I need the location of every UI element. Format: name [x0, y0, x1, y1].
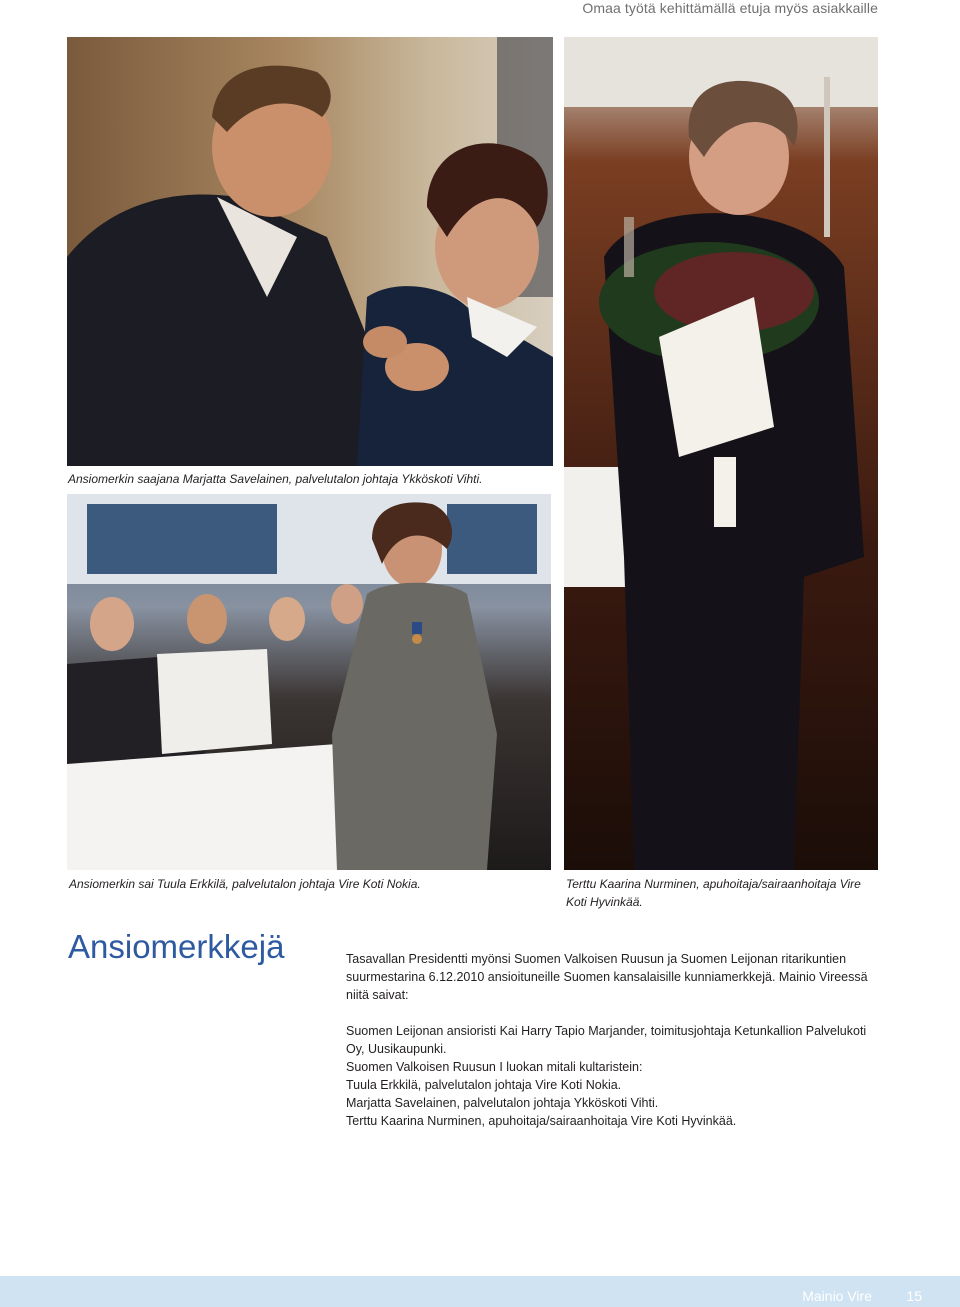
award-line: Suomen Valkoisen Ruusun I luokan mitali kultaristein:: [346, 1060, 643, 1074]
page-number: 15: [906, 1288, 922, 1304]
header-tagline: Omaa työtä kehittämällä etuja myös asiakkaille: [582, 0, 878, 16]
award-line: Marjatta Savelainen, palvelutalon johtaja Ykköskoti Vihti.: [346, 1096, 659, 1110]
intro-paragraph: Tasavallan Presidentti myönsi Suomen Valkoisen Ruusun ja Suomen Leijonan ritarikuntien suurmestarina 6.12.2010 ansioituneille Suomen kansalaisille kunniamerkkejä. Mainio Vireessä niitä saivat:: [346, 952, 868, 1002]
photo-medal-pinning: [67, 37, 553, 466]
photo-grey-dress-recipient: [67, 494, 551, 870]
award-line: Suomen Leijonan ansioristi Kai Harry Tapio Marjander, toimitusjohtaja Ketunkallion Palvelukoti Oy, Uusikaupunki.: [346, 1024, 867, 1056]
photo-caption: Ansiomerkin sai Tuula Erkkilä, palvelutalon johtaja Vire Koti Nokia.: [69, 877, 421, 891]
article-body: [346, 950, 876, 1130]
photo-caption: Terttu Kaarina Nurminen, apuhoitaja/sairaanhoitaja Vire Koti Hyvinkää.: [566, 877, 861, 909]
footer-publication-name: Mainio Vire: [802, 1288, 872, 1304]
photo-bouquet-recipient: [564, 37, 878, 870]
award-line: Tuula Erkkilä, palvelutalon johtaja Vire Koti Nokia.: [346, 1078, 622, 1092]
award-line: Terttu Kaarina Nurminen, apuhoitaja/sairaanhoitaja Vire Koti Hyvinkää.: [346, 1114, 737, 1128]
section-title: Ansiomerkkejä: [68, 928, 285, 965]
photo-caption: Ansiomerkin saajana Marjatta Savelainen, palvelutalon johtaja Ykköskoti Vihti.: [68, 472, 483, 486]
